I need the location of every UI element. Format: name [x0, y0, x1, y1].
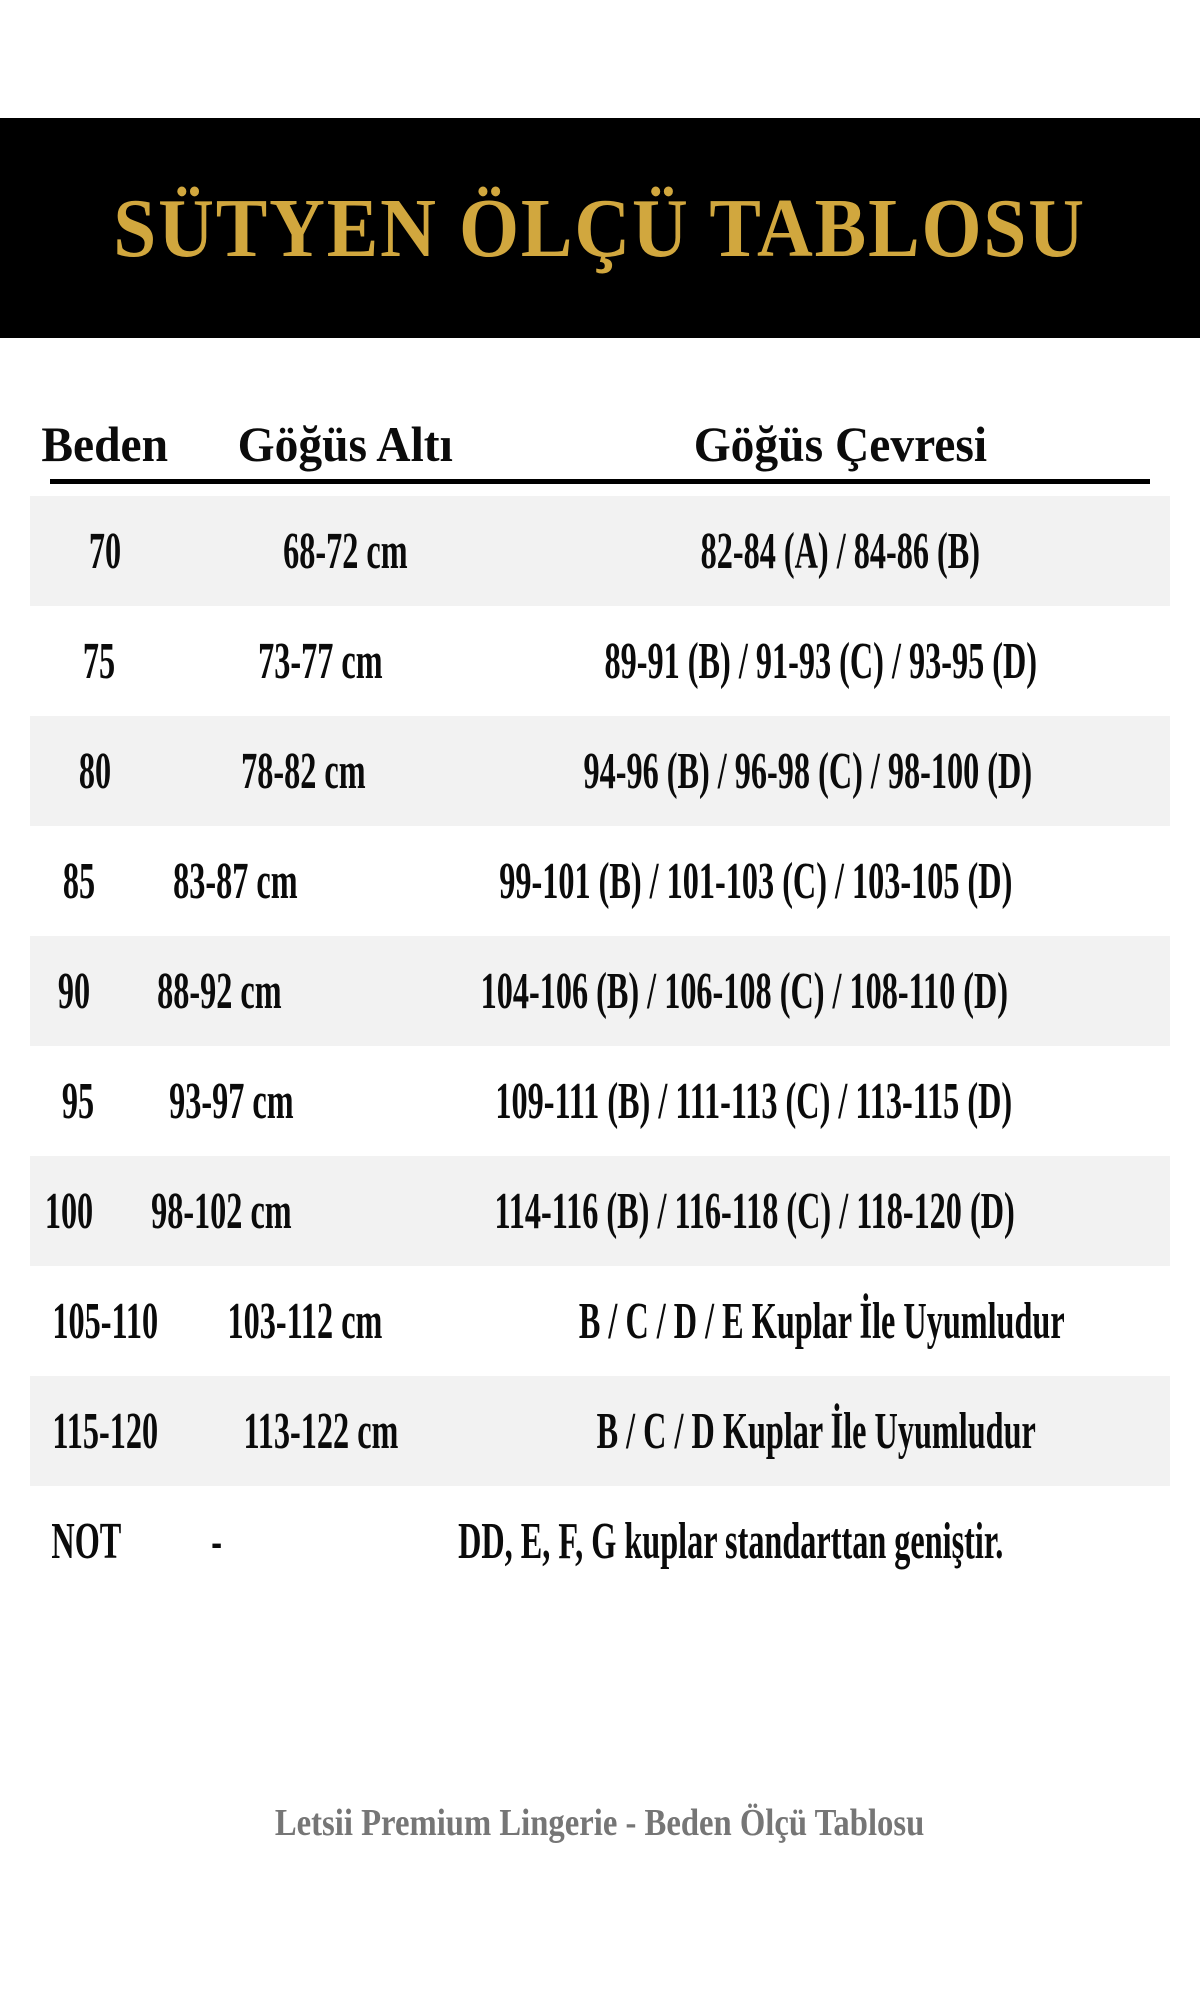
cell-gogus-cevresi: 82-84 (A) / 84-86 (B)	[700, 522, 980, 580]
cell-beden: 85	[62, 852, 95, 910]
table-header-row	[30, 405, 1170, 473]
column-header-gogus-cevresi	[510, 415, 1170, 473]
cell-beden: 75	[83, 632, 116, 690]
table-row	[30, 1046, 1170, 1156]
cell-gogus-cevresi: 104-106 (B) / 106-108 (C) / 108-110 (D)	[480, 962, 1009, 1020]
cell-gogus-cevresi: 94-96 (B) / 96-98 (C) / 98-100 (D)	[583, 742, 1033, 800]
column-header-gogus-cevresi-label: Göğüs Çevresi	[693, 416, 987, 472]
cell-gogus-alti: 113-122 cm	[243, 1402, 399, 1460]
table-row	[30, 1156, 1170, 1266]
cell-gogus-alti: 88-92 cm	[156, 962, 282, 1020]
cell-beden: 115-120	[52, 1402, 158, 1460]
column-header-beden	[30, 415, 180, 473]
cell-gogus-cevresi: 114-116 (B) / 116-118 (C) / 118-120 (D)	[494, 1182, 1015, 1240]
table-body	[30, 496, 1170, 1596]
cell-beden: 90	[58, 962, 91, 1020]
cell-gogus-alti: 73-77 cm	[258, 632, 383, 690]
column-header-gogus-alti	[180, 415, 510, 473]
cell-beden: 100	[44, 1182, 94, 1240]
cell-gogus-alti: 103-112 cm	[227, 1292, 383, 1350]
cell-gogus-cevresi: DD, E, F, G kuplar standarttan geniştir.	[457, 1512, 1003, 1570]
cell-gogus-cevresi: 89-91 (B) / 91-93 (C) / 93-95 (D)	[604, 632, 1038, 690]
cell-gogus-alti: 93-97 cm	[168, 1072, 294, 1130]
header-underline	[50, 479, 1150, 484]
size-table	[30, 405, 1170, 1596]
table-row	[30, 1376, 1170, 1486]
cell-gogus-cevresi: 109-111 (B) / 111-113 (C) / 113-115 (D)	[494, 1072, 1012, 1130]
table-row	[30, 606, 1170, 716]
cell-beden: NOT	[51, 1512, 122, 1570]
table-row	[30, 1486, 1170, 1596]
table-row	[30, 716, 1170, 826]
table-row	[30, 496, 1170, 606]
page-title: SÜTYEN ÖLÇÜ TABLOSU	[113, 181, 1087, 275]
table-row	[30, 826, 1170, 936]
column-header-gogus-alti-label: Göğüs Altı	[237, 416, 453, 472]
cell-gogus-alti: 98-102 cm	[151, 1182, 292, 1240]
cell-gogus-alti: 78-82 cm	[241, 742, 366, 800]
cell-gogus-alti: -	[211, 1512, 223, 1570]
table-row	[30, 1266, 1170, 1376]
cell-gogus-cevresi: 99-101 (B) / 101-103 (C) / 103-105 (D)	[499, 852, 1013, 910]
cell-gogus-cevresi: B / C / D Kuplar İle Uyumludur	[596, 1402, 1036, 1460]
column-header-beden-label: Beden	[41, 416, 169, 472]
cell-gogus-alti: 83-87 cm	[172, 852, 298, 910]
cell-beden: 95	[61, 1072, 95, 1130]
table-row	[30, 936, 1170, 1046]
cell-gogus-cevresi: B / C / D / E Kuplar İle Uyumludur	[578, 1292, 1065, 1350]
footer-text: Letsii Premium Lingerie - Beden Ölçü Tablosu	[275, 1802, 925, 1844]
cell-beden: 80	[78, 742, 112, 800]
cell-gogus-alti: 68-72 cm	[282, 522, 408, 580]
title-banner	[0, 118, 1200, 338]
cell-beden: 105-110	[52, 1292, 158, 1350]
footer	[0, 1795, 1200, 1851]
cell-beden: 70	[88, 522, 122, 580]
